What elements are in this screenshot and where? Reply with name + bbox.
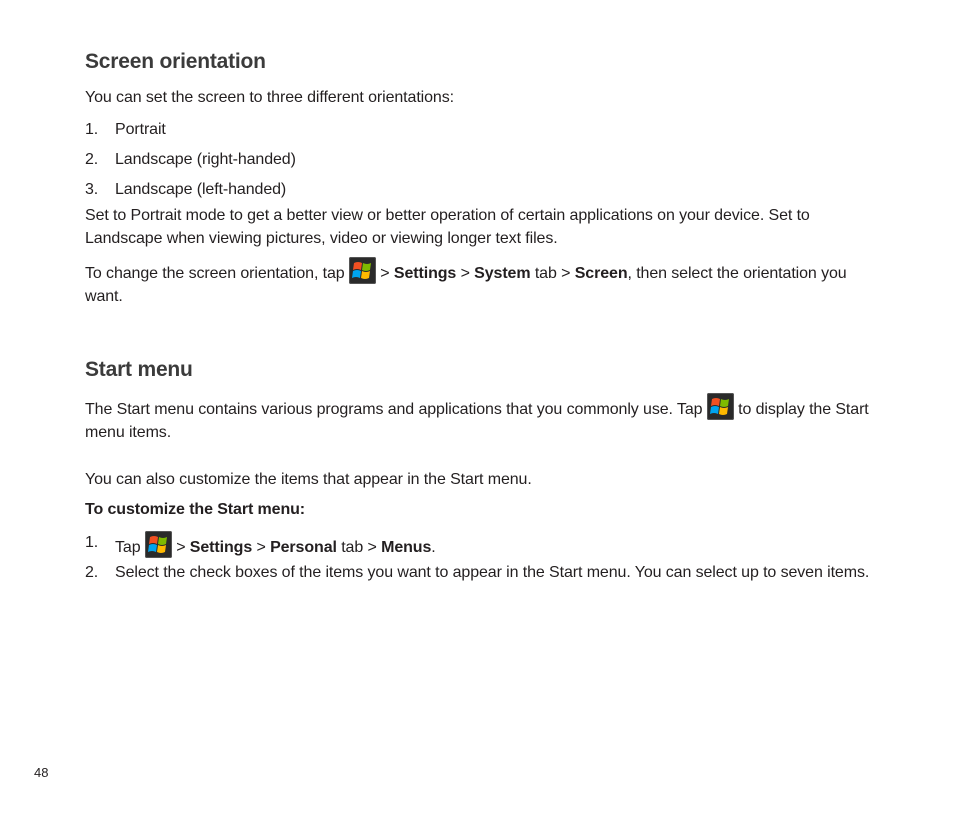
customize-subheading: To customize the Start menu:: [85, 501, 306, 518]
list-text: Landscape (left-handed): [115, 181, 287, 198]
list-text: [115, 531, 875, 559]
instruction-text: To change the screen orientation, tap: [85, 265, 345, 282]
screen-label: Screen: [574, 265, 628, 282]
customize-intro: You can also customize the items that appear in the Start menu.: [85, 471, 532, 488]
settings-label: Settings: [189, 539, 253, 556]
section-heading-screen-orientation: Screen orientation: [85, 50, 266, 73]
windows-start-icon: [707, 393, 734, 420]
orientation-description: Set to Portrait mode to get a better view or better operation of certain applications on your device. Set to Landscape when viewing pictures, video or viewing longer text files.: [85, 207, 810, 247]
list-text: Portrait: [115, 121, 166, 138]
section-heading-start-menu: Start menu: [85, 358, 193, 381]
instruction-text: , then select the orientation you want.: [85, 265, 847, 305]
list-number: 3.: [85, 181, 99, 198]
separator: >: [252, 539, 271, 556]
orientation-instructions: [85, 257, 875, 308]
list-text: Select the check boxes of the items you want to appear in the Start menu. You can select up to seven items.: [115, 564, 870, 581]
system-label: System: [474, 265, 531, 282]
windows-start-icon: [349, 257, 376, 284]
personal-label: Personal: [270, 539, 337, 556]
list-number: 2.: [85, 151, 99, 168]
page-number: 48: [34, 765, 49, 780]
separator: >: [171, 539, 190, 556]
step-text: Tap: [115, 539, 141, 556]
menus-label: Menus: [381, 539, 432, 556]
description-text: to display the Start menu items.: [85, 401, 869, 441]
list-number: 1.: [85, 121, 99, 138]
list-item: [85, 531, 875, 559]
separator: >: [456, 265, 475, 282]
tab-text: tab >: [336, 539, 382, 556]
settings-label: Settings: [393, 265, 457, 282]
tab-text: tab >: [530, 265, 575, 282]
list-text: Landscape (right-handed): [115, 151, 296, 168]
separator: >: [375, 265, 394, 282]
description-text: The Start menu contains various programs and applications that you commonly use. Tap: [85, 401, 703, 418]
list-item: [85, 561, 875, 584]
list-item: [85, 178, 875, 201]
list-item: [85, 118, 875, 141]
list-number: 1.: [85, 534, 99, 551]
list-number: 2.: [85, 564, 99, 581]
start-menu-description: [85, 393, 875, 444]
orientation-intro: You can set the screen to three different orientations:: [85, 89, 454, 106]
list-item: [85, 148, 875, 171]
windows-start-icon: [145, 531, 172, 558]
step-text: .: [431, 539, 436, 556]
